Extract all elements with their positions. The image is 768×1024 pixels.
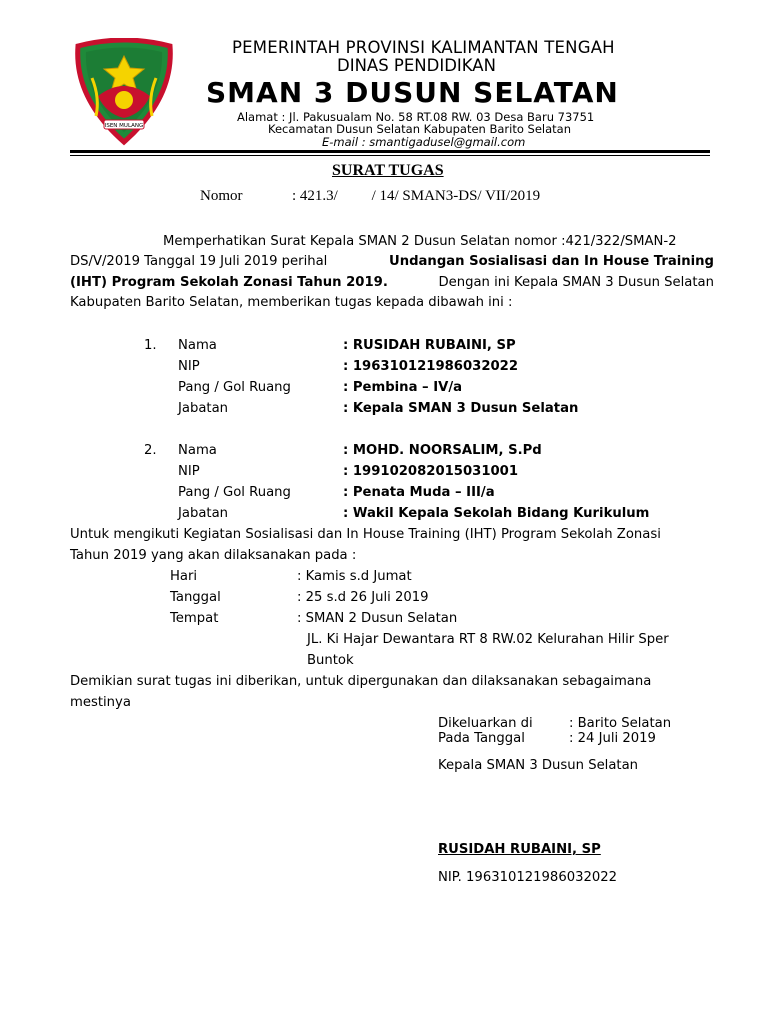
person-1-nip: : 196310121986032022 xyxy=(343,359,519,374)
person-1-pang: : Pembina – IV/a xyxy=(343,380,463,395)
event-tanggal: : 25 s.d 26 Juli 2019 xyxy=(297,590,429,605)
person-2-jabatan: : Wakil Kepala Sekolah Bidang Kurikulum xyxy=(343,506,650,521)
email-line: E-mail : smantigadusel@gmail.com xyxy=(322,135,526,149)
person-2-jabatan-label: Jabatan xyxy=(178,506,229,521)
person-1-nip-label: NIP xyxy=(178,359,200,374)
person-1-jabatan-label: Jabatan xyxy=(178,401,229,416)
paragraph-1-line-3: (IHT) Program Sekolah Zonasi Tahun 2019. Dengan ini Kepala SMAN 3 Dusun Selatan xyxy=(70,275,714,290)
school-name: SMAN 3 DUSUN SELATAN xyxy=(206,76,619,109)
signatory-nip: NIP. 196310121986032022 xyxy=(438,870,618,885)
letterhead-thin-rule xyxy=(70,155,710,156)
logo-motto-text: ISEN MULANG xyxy=(104,123,144,129)
event-tempat-label: Tempat xyxy=(170,611,219,626)
issued-at-label: Dikeluarkan di xyxy=(438,716,533,731)
person-2-nip: : 199102082015031001 xyxy=(343,464,519,479)
paragraph-1-line-4: Kabupaten Barito Selatan, memberikan tugas kepada dibawah ini : xyxy=(70,295,513,310)
issued-at-value: : Barito Selatan xyxy=(569,716,672,731)
address-line-2: Kecamatan Dusun Selatan Kabupaten Barito Selatan xyxy=(268,122,572,136)
closing-line-1: Demikian surat tugas ini diberikan, untuk dipergunakan dan dilaksanakan sebagaimana xyxy=(70,674,652,689)
signatory-name: RUSIDAH RUBAINI, SP xyxy=(438,842,601,857)
person-1-nama: : RUSIDAH RUBAINI, SP xyxy=(343,338,516,353)
address-line-1: Alamat : Jl. Pakusualam No. 58 RT.08 RW. 03 Desa Baru 73751 xyxy=(237,110,595,124)
signatory-position: Kepala SMAN 3 Dusun Selatan xyxy=(438,758,639,773)
event-hari-label: Hari xyxy=(170,569,198,584)
person-1-number: 1. xyxy=(144,338,157,353)
event-tempat: : SMAN 2 Dusun Selatan xyxy=(297,611,458,626)
closing-line-2: mestinya xyxy=(70,695,131,710)
event-tanggal-label: Tanggal xyxy=(170,590,221,605)
event-hari: : Kamis s.d Jumat xyxy=(297,569,412,584)
letterhead-thick-rule xyxy=(70,150,710,153)
person-2-nama-label: Nama xyxy=(178,443,217,458)
person-2-pang: : Penata Muda – III/a xyxy=(343,485,495,500)
nomor-value: : 421.3/ / 14/ SMAN3-DS/ VII/2019 xyxy=(292,188,541,204)
paragraph-2-line-2: Tahun 2019 yang akan dilaksanakan pada : xyxy=(70,548,357,563)
nomor-label: Nomor xyxy=(200,188,243,204)
person-2-nip-label: NIP xyxy=(178,464,200,479)
government-line: PEMERINTAH PROVINSI KALIMANTAN TENGAH xyxy=(232,38,615,57)
provincial-coat-of-arms-logo xyxy=(70,38,178,146)
person-2-pang-label: Pang / Gol Ruang xyxy=(178,485,291,500)
person-2-number: 2. xyxy=(144,443,157,458)
document-title: SURAT TUGAS xyxy=(332,162,444,179)
person-1-nama-label: Nama xyxy=(178,338,217,353)
issued-date-label: Pada Tanggal xyxy=(438,731,525,746)
person-1-pang-label: Pang / Gol Ruang xyxy=(178,380,291,395)
issued-date-value: : 24 Juli 2019 xyxy=(569,731,656,746)
event-address-line-2: Buntok xyxy=(307,653,354,668)
department-line: DINAS PENDIDIKAN xyxy=(337,56,496,75)
paragraph-1-line-1: Memperhatikan Surat Kepala SMAN 2 Dusun Selatan nomor :421/322/SMAN-2 xyxy=(163,234,677,249)
paragraph-2-line-1: Untuk mengikuti Kegiatan Sosialisasi dan In House Training (IHT) Program Sekolah Zonasi xyxy=(70,527,661,542)
person-2-nama: : MOHD. NOORSALIM, S.Pd xyxy=(343,443,542,458)
person-1-jabatan: : Kepala SMAN 3 Dusun Selatan xyxy=(343,401,579,416)
event-address-line-1: JL. Ki Hajar Dewantara RT 8 RW.02 Kelurahan Hilir Sper xyxy=(307,632,669,647)
paragraph-1-line-2: DS/V/2019 Tanggal 19 Juli 2019 perihal Undangan Sosialisasi dan In House Training xyxy=(70,254,714,269)
